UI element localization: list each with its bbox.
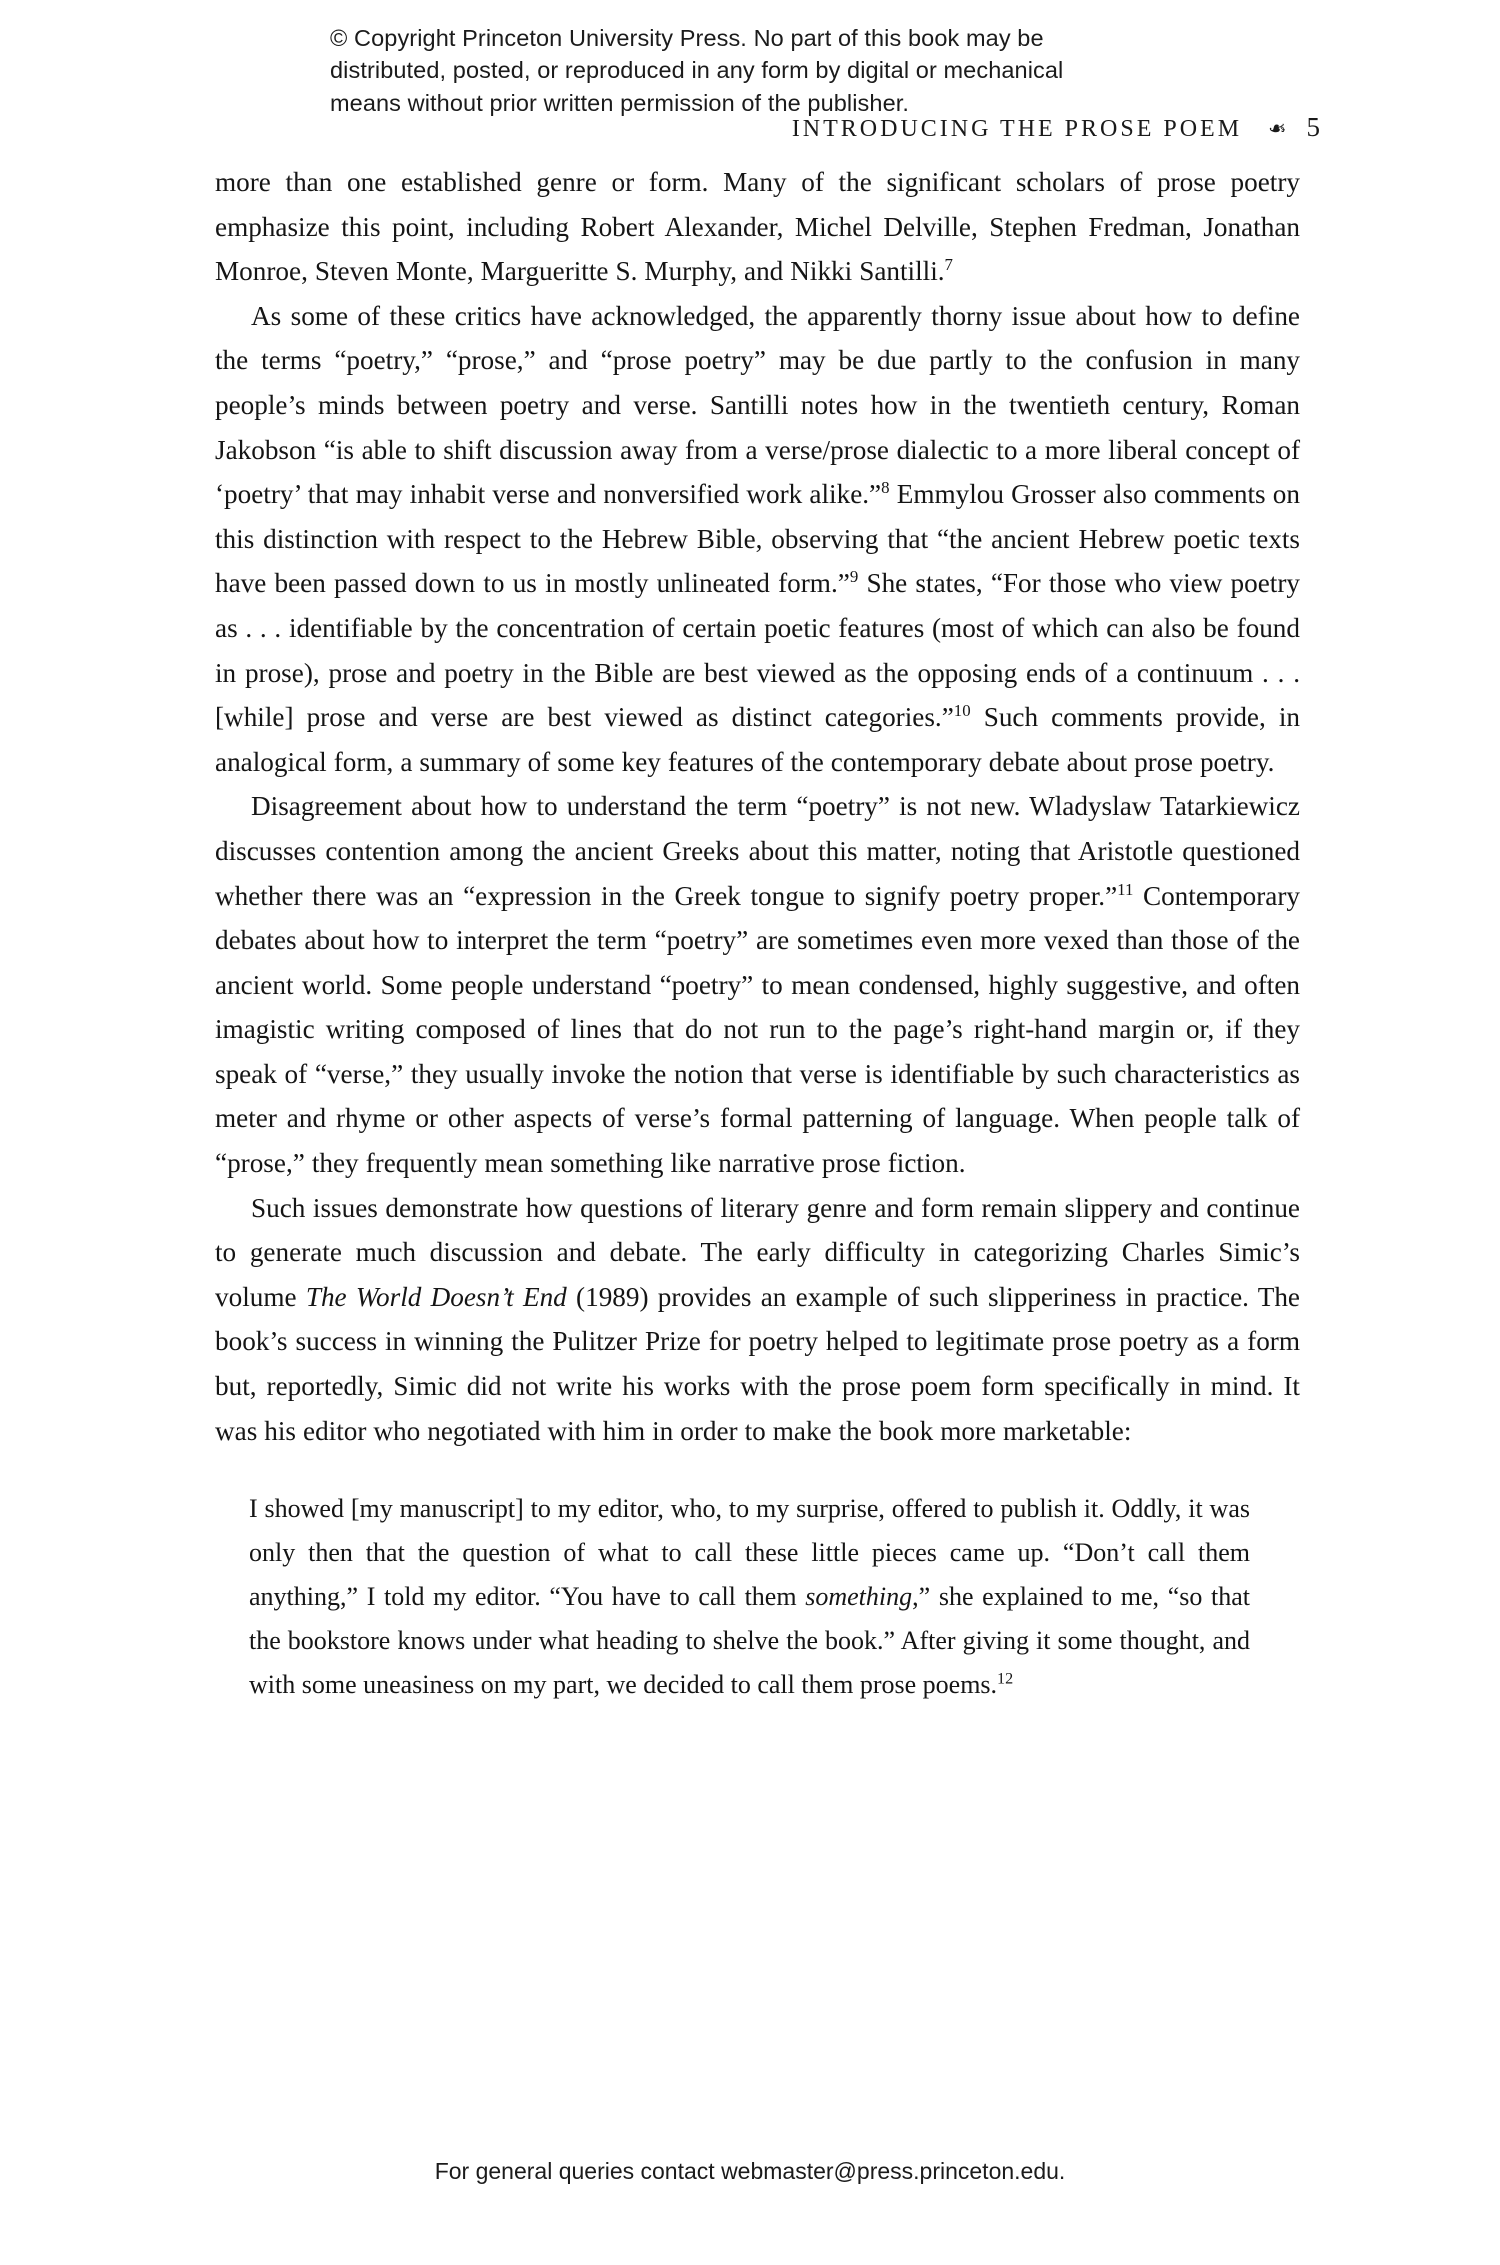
text-run: Such comments provide, in analogical form, a summary of some key features of the contemporary debate about prose poetry. bbox=[215, 702, 1300, 777]
running-head-title: INTRODUCING THE PROSE POEM bbox=[791, 116, 1243, 142]
text-run: Such issues demonstrate how questions of literary genre and form remain slippery and continue to generate much discussion and debate. The early difficulty in categorizing Charles Simic’s volume bbox=[215, 1192, 1300, 1312]
text-run: Disagreement about how to understand the term “poetry” is not new. Wladyslaw Tatarkiewicz discusses contention among the ancient Greeks about this matter, noting that Aristotle questioned whether there was an “expression in the Greek tongue to signify poetry proper.” bbox=[215, 791, 1300, 911]
text-block bbox=[215, 160, 1300, 1707]
text-run: As some of these critics have acknowledged, the apparently thorny issue about how to define the terms “poetry,” “prose,” and “prose poetry” may be due partly to the confusion in many people’s minds between poetry and verse. Santilli notes how in the twentieth century, Roman Jakobson “is able to shift discussion away from a verse/prose dialectic to a more liberal concept of ‘poetry’ that may inhabit verse and nonversified work alike.” bbox=[215, 300, 1300, 510]
quote-simic-editor bbox=[249, 1487, 1250, 1707]
copyright-line-3: means without prior written permission of the publisher. bbox=[330, 89, 910, 116]
text-run: She states, “For those who view poetry as . . . identifiable by the concentration of certain poetic features (most of which can also be found in prose), prose and poetry in the Bible are best viewed as the opposing ends of a continuum . . . [while] prose and verse are best viewed as distinct categories.” bbox=[215, 568, 1300, 733]
para-simic bbox=[215, 1186, 1300, 1454]
footnote-marker[interactable]: 12 bbox=[997, 1670, 1014, 1688]
fleuron-ornament-icon: ❧ bbox=[1268, 117, 1287, 142]
footnote-marker[interactable]: 8 bbox=[881, 478, 890, 498]
italic-title: something bbox=[805, 1582, 913, 1612]
para-disagreement bbox=[215, 784, 1300, 1185]
block-quotation bbox=[215, 1487, 1250, 1707]
page-number: 5 bbox=[1306, 112, 1320, 142]
para-definitions bbox=[215, 294, 1300, 785]
text-run: Emmylou Grosser also comments on this distinction with respect to the Hebrew Bible, observing that “the ancient Hebrew poetic texts have been passed down to us in mostly unlineated form.” bbox=[215, 479, 1300, 599]
running-head bbox=[215, 112, 1320, 143]
italic-title: The World Doesn’t End bbox=[305, 1281, 567, 1312]
footnote-marker[interactable]: 10 bbox=[953, 701, 971, 721]
text-run: (1989) provides an example of such slipperiness in practice. The book’s success in winning the Pulitzer Prize for poetry helped to legitimate prose poetry as a form but, reportedly, Simic did not write his works with the prose poem form specifically in mind. It was his editor who negotiated with him in order to make the book more marketable: bbox=[215, 1281, 1300, 1446]
copyright-line-1: © Copyright Princeton University Press. No part of this book may be bbox=[330, 25, 1044, 51]
para-scholars bbox=[215, 160, 1300, 294]
text-run: Contemporary debates about how to interpret the term “poetry” are sometimes even more vexed than those of the ancient world. Some people understand “poetry” to mean condensed, highly suggestive, and often imagistic writing composed of lines that do not run to the page’s right-hand margin or, if they speak of “verse,” they usually invoke the notion that verse is identifiable by such characteristics as meter and rhyme or other aspects of verse’s formal patterning of language. When people talk of “prose,” they frequently mean something like narrative prose fiction. bbox=[215, 880, 1300, 1179]
footnote-marker[interactable]: 9 bbox=[849, 567, 859, 587]
footnote-marker[interactable]: 7 bbox=[944, 255, 953, 275]
footer-contact-note: For general queries contact webmaster@press.princeton.edu. bbox=[434, 2158, 1066, 2184]
text-run: more than one established genre or form. Many of the significant scholars of prose poetry emphasize this point, including Robert Alexander, Michel Delville, Stephen Fredman, Jonathan Monroe, Steven Monte, Margueritte S. Murphy, and Nikki Santilli. bbox=[215, 167, 1300, 287]
copyright-notice bbox=[330, 22, 1180, 119]
copyright-line-2: distributed, posted, or reproduced in any form by digital or mechanical bbox=[330, 57, 1064, 84]
footnote-marker[interactable]: 11 bbox=[1117, 879, 1134, 899]
text-run: I showed [my manuscript] to my editor, who, to my surprise, offered to publish it. Oddly, it was only then that the question of what to call these little pieces came up. “Don’t call them anything,” I told my editor. “You have to call them bbox=[249, 1494, 1250, 1612]
text-run: ,” she explained to me, “so that the bookstore knows under what heading to shelve the book.” After giving it some thought, and with some uneasiness on my part, we decided to call them prose poems. bbox=[249, 1582, 1250, 1700]
